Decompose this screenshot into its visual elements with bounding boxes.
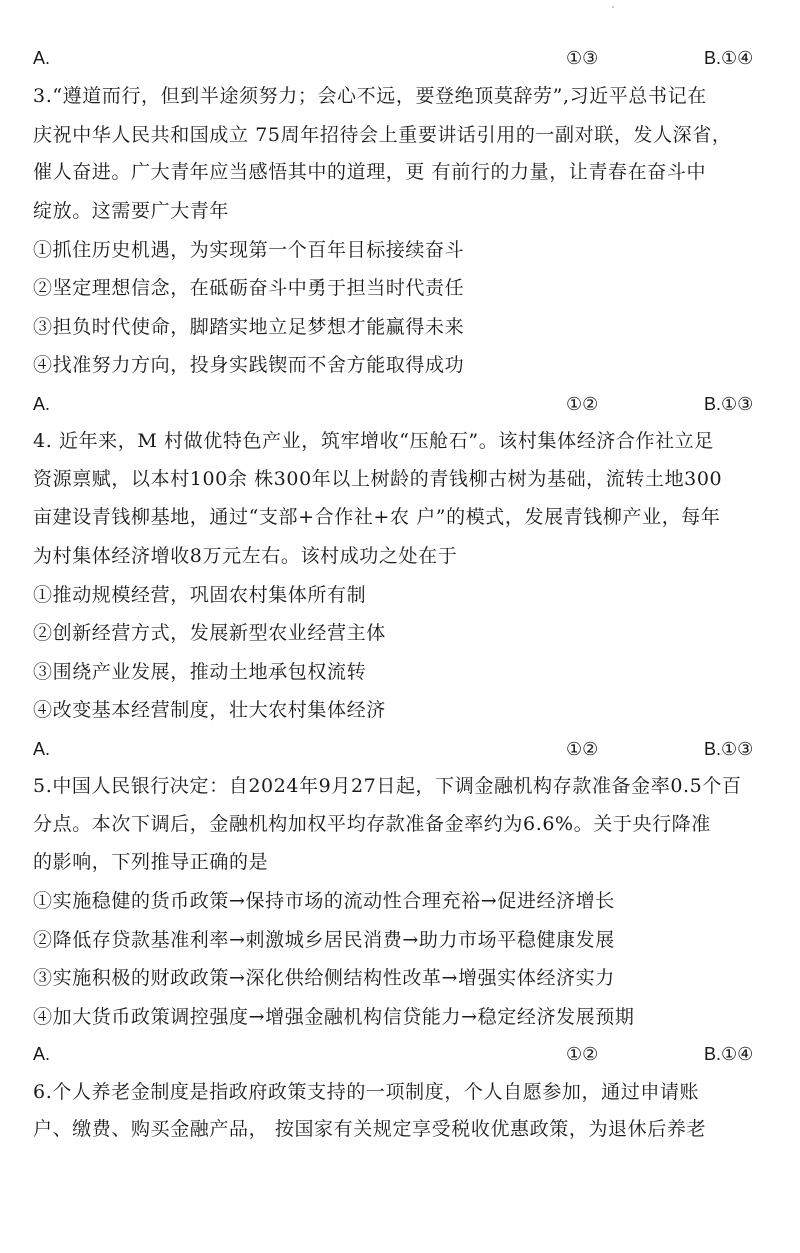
q5-item-4: ④加大货币政策调控强度→增强金融机构信贷能力→稳定经济发展预期 — [33, 1006, 635, 1028]
q2-option-a-label: A. — [33, 48, 51, 68]
q4-option-b: B.①③ — [704, 739, 754, 759]
q5-item-3: ③实施积极的财政政策→深化供给侧结构性改革→增强实体经济实力 — [33, 967, 615, 989]
q4-item-1: ①推动规模经营，巩固农村集体所有制 — [33, 584, 367, 606]
q5-stem-line-1: 5.中国人民银行决定：自2024年9月27日起，下调金融机构存款准备金率0.5个百 — [33, 775, 742, 797]
q3-option-a-choices: ①② — [566, 394, 599, 414]
q4-item-4: ④改变基本经营制度，壮大农村集体经济 — [33, 699, 386, 721]
q5-stem-line-3: 的影响，下列推导正确的是 — [33, 851, 269, 873]
q4-option-a-choices: ①② — [566, 739, 599, 759]
q3-item-3: ③担负时代使命，脚踏实地立足梦想才能赢得未来 — [33, 316, 465, 338]
q5-option-b: B.①④ — [704, 1044, 754, 1064]
scan-speck — [612, 6, 614, 8]
q3-stem-line-1: 3.“遵道而行，但到半途须努力；会心不远，要登绝顶莫辞劳”,习近平总书记在 — [33, 85, 707, 107]
q4-stem-line-3: 亩建设青钱柳基地，通过“支部+合作社+农 户”的模式，发展青钱柳产业，每年 — [33, 506, 721, 528]
q5-item-1: ①实施稳健的货币政策→保持市场的流动性合理充裕→促进经济增长 — [33, 890, 615, 912]
q2-option-a-choices: ①③ — [566, 48, 599, 68]
q2-option-b: B.①④ — [704, 48, 754, 68]
q3-stem-line-4: 绽放。这需要广大青年 — [33, 200, 230, 222]
q3-option-a-label: A. — [33, 394, 51, 414]
q6-stem-line-2: 户、缴费、购买金融产品， 按国家有关规定享受税收优惠政策，为退休后养老 — [33, 1118, 707, 1140]
q6-stem-line-1: 6.个人养老金制度是指政府政策支持的一项制度，个人自愿参加，通过申请账 — [33, 1081, 700, 1103]
q3-option-b: B.①③ — [704, 394, 754, 414]
q5-stem-line-2: 分点。本次下调后，金融机构加权平均存款准备金率约为6.6%。关于央行降准 — [33, 813, 711, 835]
q3-item-2: ②坚定理想信念，在砥砺奋斗中勇于担当时代责任 — [33, 277, 465, 299]
q4-stem-line-1: 4. 近年来，M 村做优特色产业，筑牢增收“压舱石”。该村集体经济合作社立足 — [33, 430, 714, 452]
q3-stem-line-2: 庆祝中华人民共和国成立 75周年招待会上重要讲话引用的一副对联，发人深省， — [33, 124, 732, 146]
q5-item-2: ②降低存贷款基准利率→刺激城乡居民消费→助力市场平稳健康发展 — [33, 929, 615, 951]
q4-item-2: ②创新经营方式，发展新型农业经营主体 — [33, 622, 386, 644]
q4-stem-line-4: 为村集体经济增收8万元左右。该村成功之处在于 — [33, 545, 458, 567]
q4-option-a-label: A. — [33, 739, 51, 759]
q3-item-4: ④找准努力方向，投身实践锲而不舍方能取得成功 — [33, 354, 465, 376]
q3-stem-line-3: 催人奋进。广大青年应当感悟其中的道理，更 有前行的力量，让青春在奋斗中 — [33, 161, 707, 183]
q5-option-a-choices: ①② — [566, 1044, 599, 1064]
q5-option-a-label: A. — [33, 1044, 51, 1064]
q3-item-1: ①抓住历史机遇，为实现第一个百年目标接续奋斗 — [33, 239, 465, 261]
q4-item-3: ③围绕产业发展，推动土地承包权流转 — [33, 661, 367, 683]
q4-stem-line-2: 资源禀赋，以本村100余 株300年以上树龄的青钱柳古树为基础，流转土地300 — [33, 468, 723, 490]
